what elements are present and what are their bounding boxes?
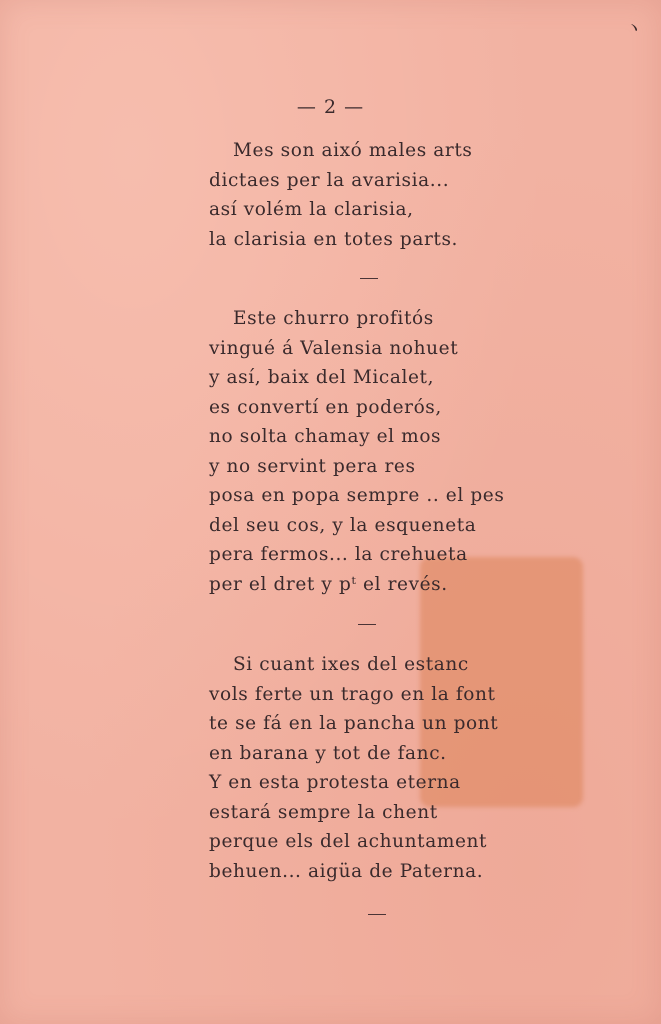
page-number: — 2 — (296, 96, 365, 118)
poem-line: en barana y tot de fanc. (209, 742, 447, 764)
stanza-3 (209, 650, 549, 886)
poem-line: pera fermos... la crehueta (209, 544, 468, 565)
poem-line: dictaes per la avarisia... (209, 169, 450, 191)
poem-line: perque els del achuntament (209, 831, 488, 852)
stanza-1 (209, 136, 549, 254)
section-divider (358, 624, 376, 625)
poem-line: es convertí en poderós, (209, 396, 442, 418)
poem-line: per el dret y pᵗ el revés. (209, 573, 448, 595)
poem-line: así volém la clarisia, (209, 199, 414, 220)
poem-line: del seu cos, y la esqueneta (209, 514, 477, 536)
poem-line: no solta chamay el mos (209, 426, 442, 447)
poem-line: vols ferte un trago en la font (209, 683, 496, 705)
poem-line: Mes son aixó males arts (233, 140, 473, 161)
section-divider (360, 278, 378, 279)
stanza-2 (209, 304, 549, 599)
poem-line: y no servint pera res (209, 455, 416, 477)
poem-line: estará sempre la chent (209, 801, 438, 823)
poem-line: Este churro profitós (233, 308, 434, 329)
poem-line: y así, baix del Micalet, (209, 367, 435, 388)
poem-line: vingué á Valensia nohuet (209, 337, 459, 359)
poem-line: behuen... aigüa de Paterna. (209, 860, 484, 882)
corner-mark: ヽ (625, 18, 643, 39)
poem-line: Y en esta protesta eterna (209, 772, 461, 793)
section-divider (368, 914, 386, 915)
poem-line: Si cuant ixes del estanc (233, 654, 469, 675)
poem-line: la clarisia en totes parts. (209, 228, 459, 250)
poem-line: posa en popa sempre .. el pes (209, 485, 505, 506)
poem-line: te se fá en la pancha un pont (209, 713, 499, 734)
